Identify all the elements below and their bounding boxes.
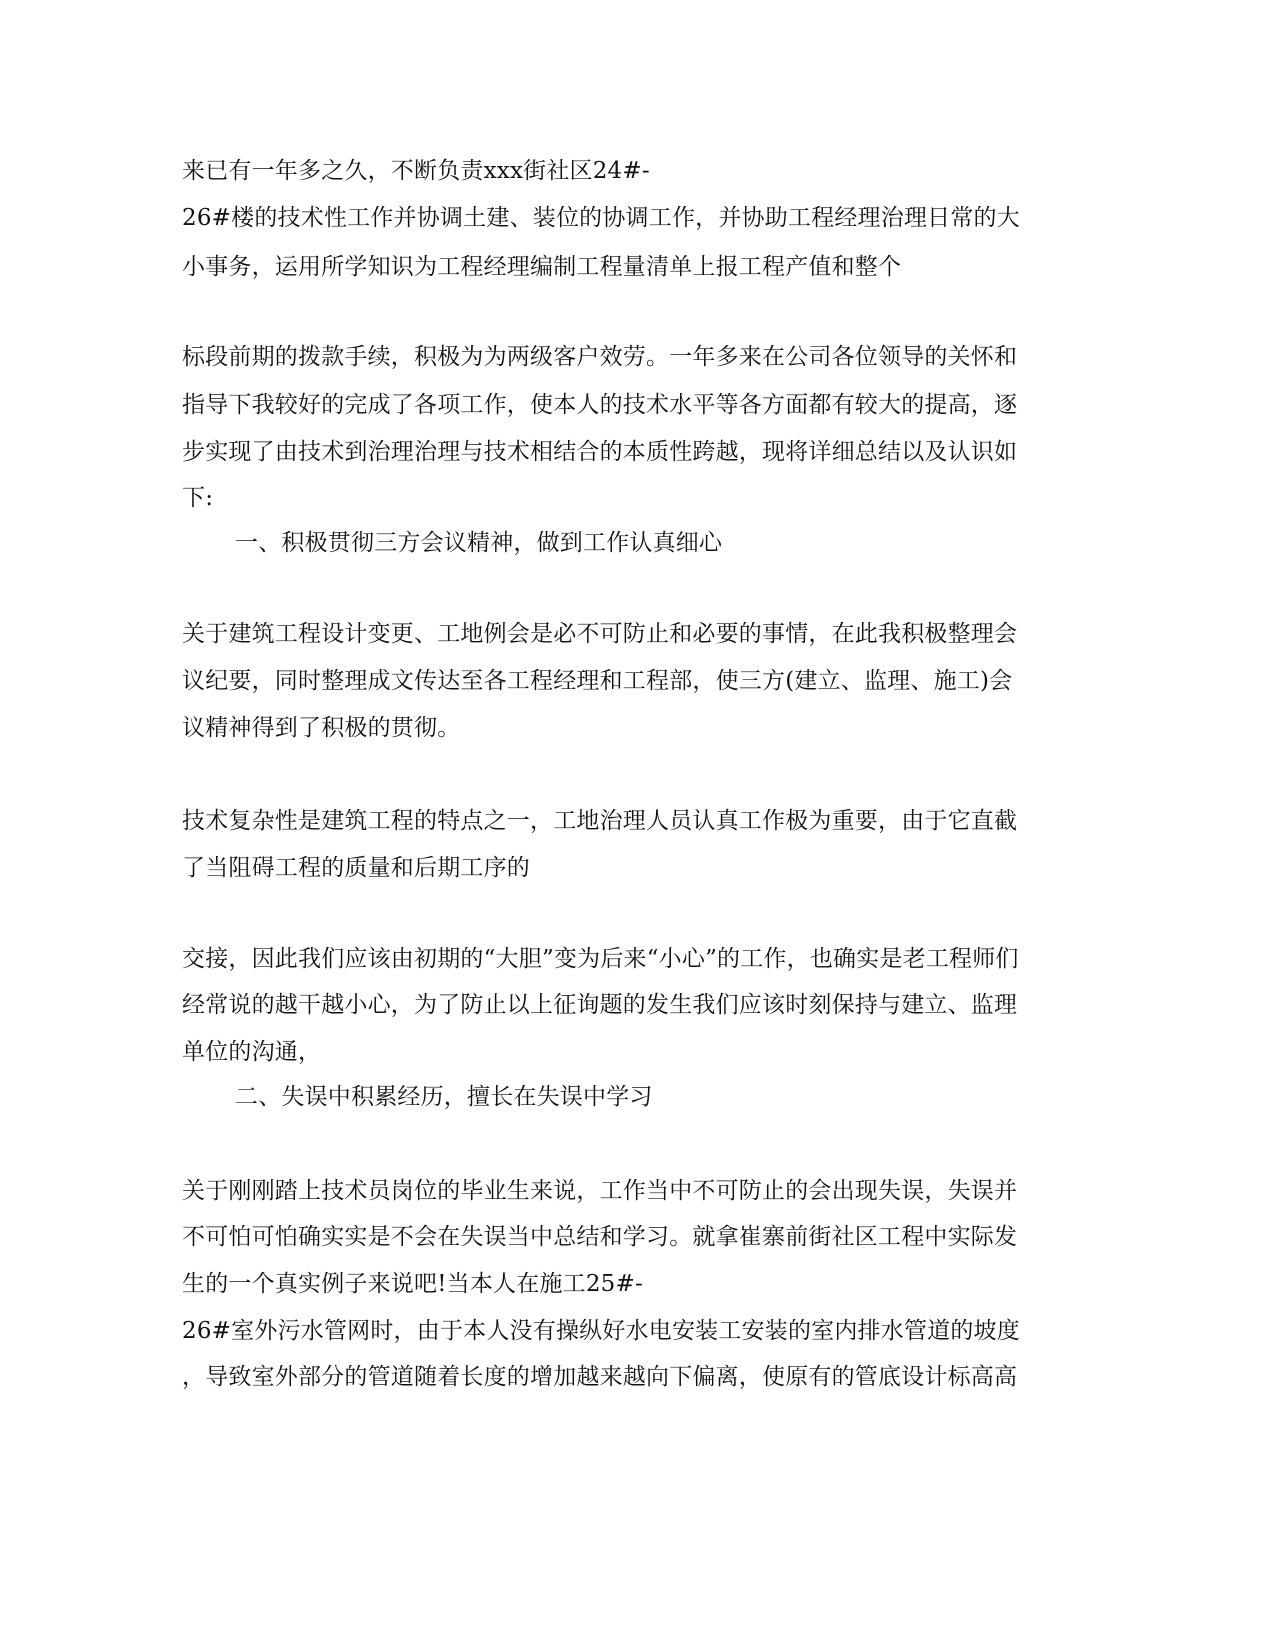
body-text-line: 小事务，运用所学知识为工程经理编制工程量清单上报工程产值和整个 xyxy=(182,254,902,280)
body-text-line: 生的一个真实例子来说吧!当本人在施工25#- xyxy=(182,1271,643,1297)
body-text-line: 指导下我较好的完成了各项工作，使本人的技术水平等各方面都有较大的提高，逐 xyxy=(182,392,1018,418)
body-text-line: ，导致室外部分的管道随着长度的增加越来越向下偏离，使原有的管底设计标高高 xyxy=(182,1364,1018,1390)
body-text-line: 单位的沟通， xyxy=(182,1039,322,1065)
body-text-line: 了当阻碍工程的质量和后期工序的 xyxy=(182,855,530,881)
body-text-line: 26#楼的技术性工作并协调土建、装位的协调工作，并协助工程经理治理日常的大 xyxy=(182,205,1020,231)
body-text-line: 议精神得到了积极的贯彻。 xyxy=(182,715,461,741)
body-text-line: 来已有一年多之久，不断负责xxx街社区24#- xyxy=(182,158,650,184)
body-text-line: 标段前期的拨款手续，积极为为两级客户效劳。一年多来在公司各位领导的关怀和 xyxy=(182,344,1018,370)
section-heading: 一、积极贯彻三方会议精神，做到工作认真细心 xyxy=(235,530,723,556)
body-text-line: 议纪要，同时整理成文传达至各工程经理和工程部，使三方(建立、监理、施工)会 xyxy=(182,668,1013,694)
body-text-line: 关于刚刚踏上技术员岗位的毕业生来说，工作当中不可防止的会出现失误，失误并 xyxy=(182,1178,1018,1204)
body-text-line: 经常说的越干越小心，为了防止以上征询题的发生我们应该时刻保持与建立、监理 xyxy=(182,992,1018,1018)
body-text-line: 不可怕可怕确实实是不会在失误当中总结和学习。就拿崔寨前街社区工程中实际发 xyxy=(182,1224,1018,1250)
body-text-line: 技术复杂性是建筑工程的特点之一，工地治理人员认真工作极为重要，由于它直截 xyxy=(182,808,1018,834)
section-heading: 二、失误中积累经历，擅长在失误中学习 xyxy=(235,1084,653,1110)
body-text-line: 步实现了由技术到治理治理与技术相结合的本质性跨越，现将详细总结以及认识如 xyxy=(182,439,1018,465)
body-text-line: 下: xyxy=(182,485,214,511)
body-text-line: 26#室外污水管网时，由于本人没有操纵好水电安装工安装的室内排水管道的坡度 xyxy=(182,1318,1020,1344)
body-text-line: 交接，因此我们应该由初期的“大胆”变为后来“小心”的工作，也确实是老工程师们 xyxy=(182,946,1019,972)
body-text-line: 关于建筑工程设计变更、工地例会是必不可防止和必要的事情，在此我积极整理会 xyxy=(182,621,1018,647)
